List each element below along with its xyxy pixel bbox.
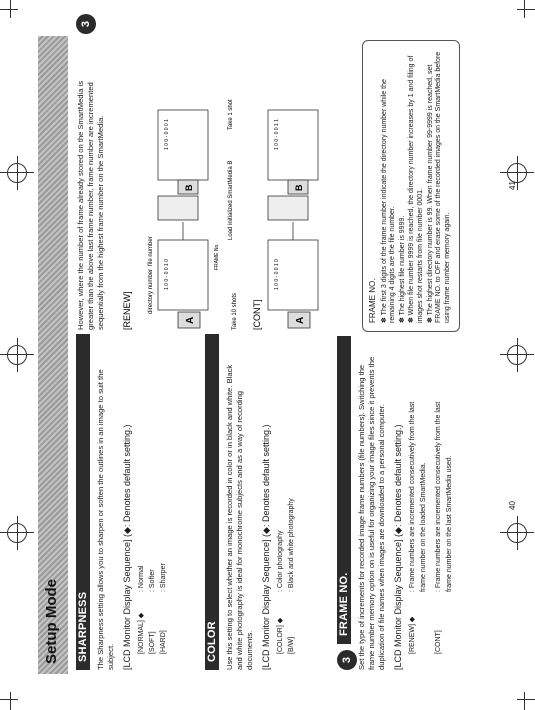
sharpness-sequence-heading: [LCD Monitor Display Sequence] (◆: Denotes default setting.) xyxy=(122,424,132,670)
page-title: Setup Mode xyxy=(43,579,60,664)
crop-mark xyxy=(10,692,11,710)
section-bar-frame-no: FRAME NO. xyxy=(337,336,351,644)
color-sequence-heading: [LCD Monitor Display Sequence] (◆: Denotes default setting.) xyxy=(261,424,271,670)
frame-code: 1 0 0 - 0 0 1 0 xyxy=(274,259,280,290)
directory-number-label: directory number xyxy=(148,268,154,314)
note-text: The highest file number is 9999. xyxy=(398,215,406,316)
note-title: FRAME NO. xyxy=(368,278,377,323)
sharpness-sequence xyxy=(136,352,169,654)
registration-mark-icon xyxy=(500,516,534,550)
frame-no-note-box xyxy=(362,40,460,332)
card-a-label: A xyxy=(295,316,306,324)
list-item xyxy=(147,352,158,654)
frame-code: 1 0 0 - 0 0 1 0 xyxy=(164,259,170,290)
list-item xyxy=(433,352,455,654)
right-column xyxy=(76,60,112,330)
list-item: ✽ The highest directory number is 99. When frame number 99-9999 is reached, set FRAME NO. to OFF and erase some of the recorded images on the SmartMedia before using frame number memory again. xyxy=(426,51,451,323)
frameno-body: Set the type of increments for recorded image frame numbers (file numbers). Switching the frame number memory option on is useful for organizing your image files since it prevents the duplication of file names when images are downloaded to a personal computer. xyxy=(357,356,386,670)
section-bar-sharpness: SHARPNESS xyxy=(76,334,90,670)
camera-icon xyxy=(158,196,198,220)
sequence-key: [B/W] xyxy=(288,636,295,654)
frame-no-label: FRAME No. xyxy=(214,243,220,270)
load-label: Load initialized SmartMedia B xyxy=(228,160,234,240)
list-item xyxy=(158,352,169,654)
sequence-key: [RENEW] ◆ xyxy=(409,616,416,654)
page-header xyxy=(38,36,68,674)
note-text: The first 3 digits of the frame number indicate the directory number while the remaining 4 digits are the file number. xyxy=(380,79,397,323)
list-item: ✽ The first 3 digits of the frame number indicate the directory number while the remaining 4 digits are the file number. xyxy=(380,79,397,323)
sequence-key: [COLOR] ◆ xyxy=(277,617,284,654)
crop-mark xyxy=(517,699,535,700)
color-sequence xyxy=(275,352,297,654)
take-10-label: Take 10 shots xyxy=(232,292,238,330)
frame-number-diagram xyxy=(118,40,358,330)
renew-label: [RENEW] xyxy=(122,291,132,330)
sequence-key: [HARD] xyxy=(160,630,167,654)
frame-code: 1 0 0 - 0 0 1 1 xyxy=(274,119,280,150)
card-b-label: B xyxy=(294,184,304,191)
sequence-desc: : Black and white photography xyxy=(288,498,295,592)
list-item xyxy=(275,352,286,654)
sequence-key: [NORMAL] ◆ xyxy=(138,612,145,654)
frameno-sequence-heading: [LCD Monitor Display Sequence] (◆: Denotes default setting.) xyxy=(393,424,403,670)
registration-mark-icon xyxy=(500,156,534,190)
crop-mark xyxy=(0,9,18,10)
section-number-badge: 3 xyxy=(76,14,96,34)
crop-mark xyxy=(517,9,535,10)
sequence-key: [SOFT] xyxy=(149,631,156,654)
frameno-sequence xyxy=(407,352,455,654)
left-column xyxy=(76,352,455,670)
section-number-badge: 3 xyxy=(337,650,357,670)
list-item: ✽ The highest file number is 9999. xyxy=(398,215,406,323)
camera-icon xyxy=(268,196,308,220)
list-item xyxy=(286,352,297,654)
section-bar-color: COLOR xyxy=(205,334,219,670)
page-number-left: 40 xyxy=(508,501,517,510)
right-intro: However, where the number of frame already stored on the SmartMedia is greater than the above last frame number, frame number are incremented sequentially from the highest frame number on the SmartMedia. xyxy=(76,80,105,330)
card-b-label: B xyxy=(184,184,194,191)
sharpness-body: The Sharpness setting allows you to sharpen or soften the outlines in an image to suit the subject. xyxy=(96,369,115,670)
note-text: The highest directory number is 99. When frame number 99-9999 is reached, set FRAME NO. to OFF and erase some of the recorded images on the SmartMedia before using frame number memory again. xyxy=(426,51,451,323)
note-text: When file number 9999 is reached, the directory number increases by 1 and filing of images shot restarts from file number 0001. xyxy=(408,55,424,323)
list-item: ✽ When file number 9999 is reached, the directory number increases by 1 and filing of images shot restarts from file number 0001. xyxy=(408,55,424,323)
registration-mark-icon xyxy=(500,338,534,372)
sequence-desc: : Frame numbers are incremented consecutively from the last frame number on the loaded SmartMedia. xyxy=(409,401,427,592)
registration-mark-icon xyxy=(0,156,34,190)
sequence-desc: : Normal xyxy=(138,565,145,592)
card-a-label: A xyxy=(185,316,196,324)
take-1-label: Take 1 shot xyxy=(228,99,234,130)
sequence-desc: : Frame numbers are incremented consecutively from the last frame number on the last SmartMedia used. xyxy=(435,401,453,592)
sequence-key: [CONT] xyxy=(435,630,442,654)
color-body: Use this setting to select whether an image is recorded in color or in black and white. Black and white photography is ideal for monochrome subjects and as a way of recording documents. xyxy=(225,364,254,670)
list-item xyxy=(136,352,147,654)
sequence-desc: : Color photography xyxy=(277,530,284,592)
sequence-desc: : Softer xyxy=(149,569,156,592)
page-number-right: 41 xyxy=(508,181,517,190)
cont-label: [CONT] xyxy=(252,299,262,330)
list-item xyxy=(407,352,429,654)
registration-mark-icon xyxy=(0,338,34,372)
file-number-label: file number xyxy=(148,236,154,266)
crop-mark xyxy=(0,699,18,700)
sequence-desc: : Sharper xyxy=(160,563,167,592)
crop-mark xyxy=(524,692,525,710)
frame-code: 1 0 0 - 0 0 0 1 xyxy=(164,119,170,150)
registration-mark-icon xyxy=(0,516,34,550)
